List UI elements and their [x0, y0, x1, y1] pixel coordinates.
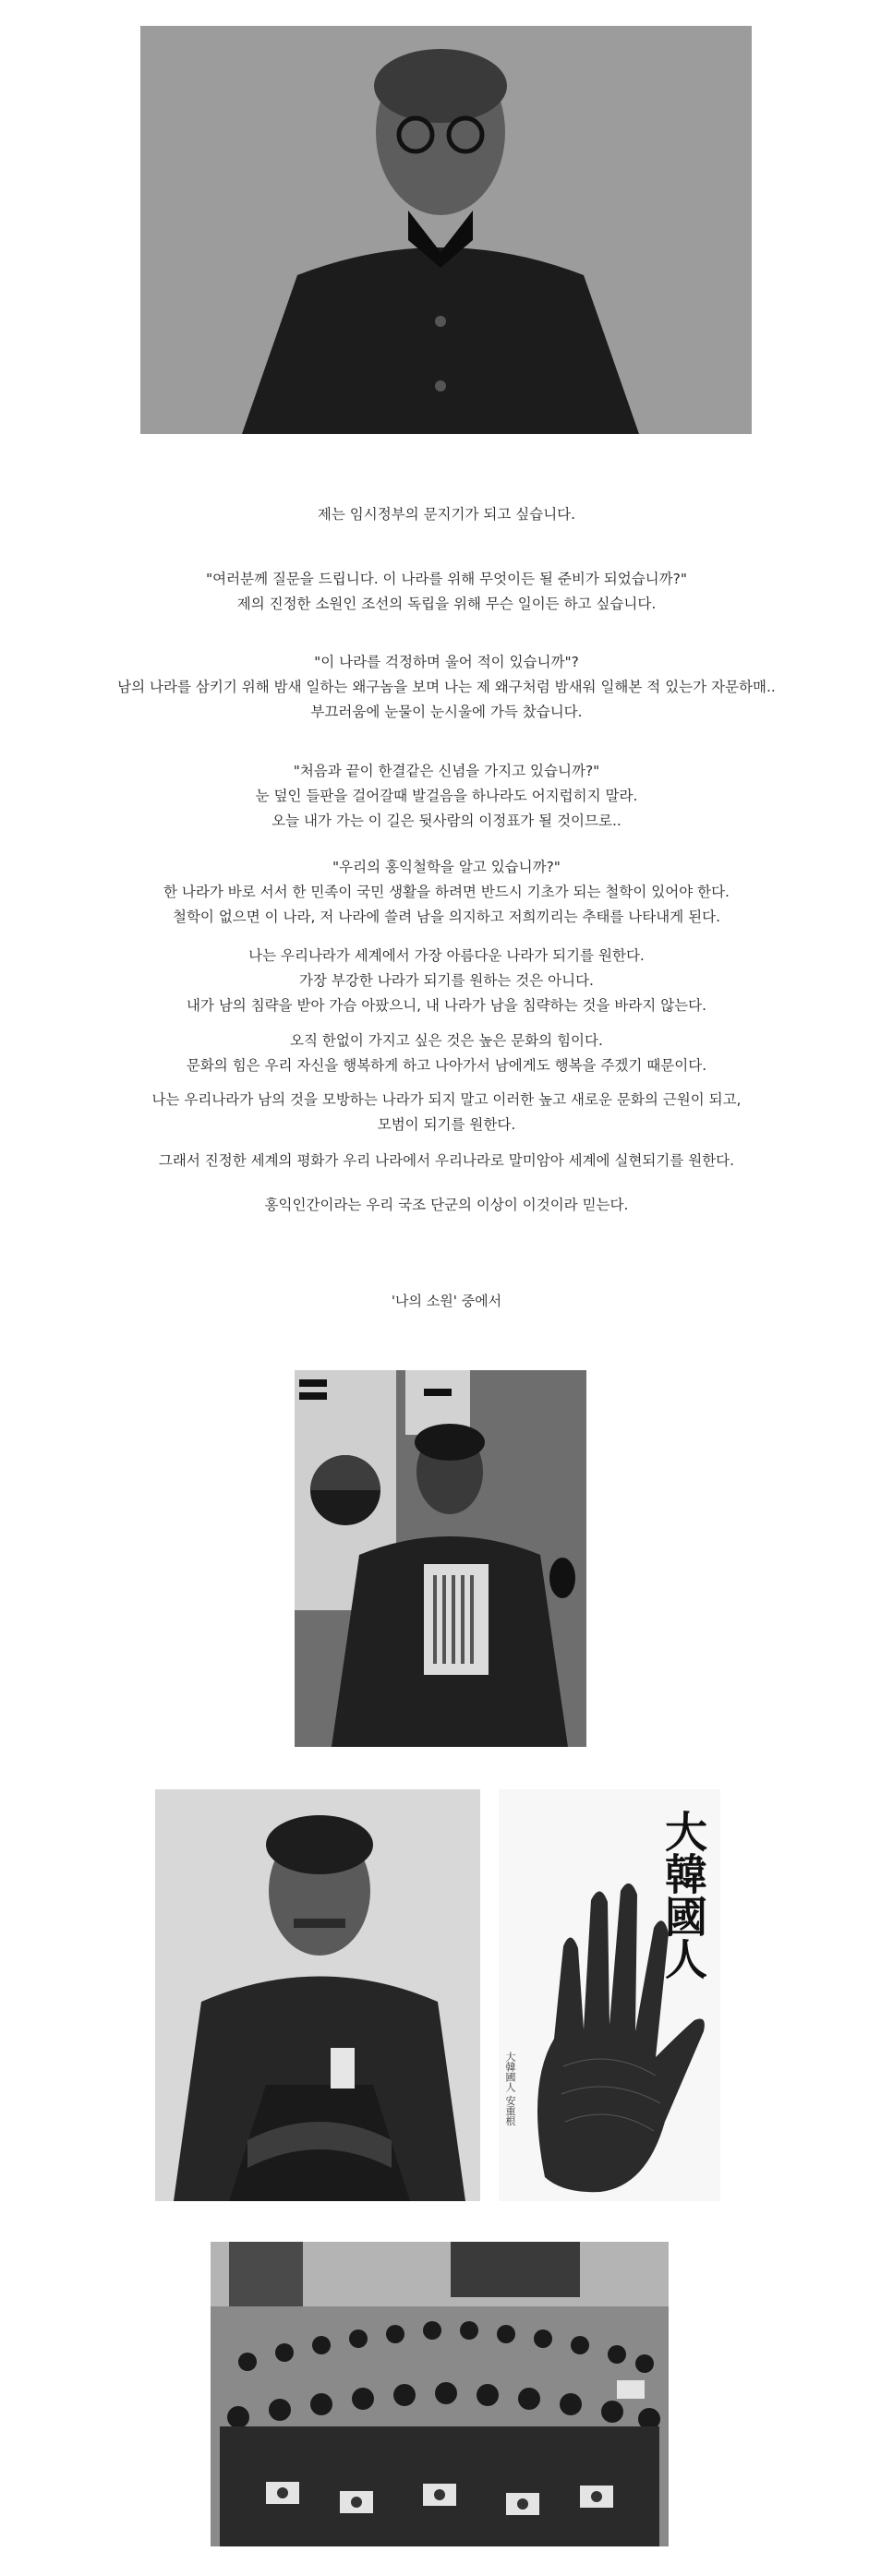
paragraph-line: 나는 우리나라가 세계에서 가장 아름다운 나라가 되기를 원한다.: [248, 947, 645, 964]
paragraph-line: 나는 우리나라가 남의 것을 모방하는 나라가 되지 말고 이러한 높고 새로운 문화의 근원이 되고,: [151, 1091, 742, 1108]
paragraph-line: "처음과 끝이 한결같은 신념을 가지고 있습니까?": [293, 763, 600, 779]
paragraph-1: [0, 502, 893, 527]
paragraph-6: [0, 944, 893, 1018]
paragraph-line: 눈 덮인 들판을 걸어갈때 발걸음을 하나라도 어지럽히지 말라.: [255, 788, 638, 804]
paragraph-8: [0, 1088, 893, 1138]
paragraph-line: "이 나라를 걱정하며 울어 적이 있습니까"?: [314, 654, 579, 670]
paragraph-line: 오직 한없이 가지고 싶은 것은 높은 문화의 힘이다.: [290, 1032, 603, 1049]
paragraph-2: [0, 567, 893, 617]
paragraph-line: 문화의 힘은 우리 자신을 행복하게 하고 나아가서 남에게도 행복을 주겠기 때문이다.: [186, 1057, 707, 1074]
paragraph-9: [0, 1149, 893, 1174]
calligraphy-signature-text: 大韓國人 安重根: [504, 2052, 516, 2126]
portrait-photo-kim-gu: [140, 26, 752, 434]
paragraph-line: 그래서 진정한 세계의 평화가 우리 나라에서 우리나라로 말미암아 세계에 실현되기를 원한다.: [158, 1152, 735, 1169]
paragraph-line: 한 나라가 바로 서서 한 민족이 국민 생활을 하려면 반드시 기초가 되는 철학이 있어야 한다.: [163, 884, 730, 900]
paragraph-3: [0, 650, 893, 725]
paragraph-line: 제는 임시정부의 문지기가 되고 싶습니다.: [317, 506, 576, 523]
paragraph-line: 제의 진정한 소원인 조선의 독립을 위해 무슨 일이든 하고 싶습니다.: [236, 596, 657, 612]
paragraph-line: 가장 부강한 나라가 되기를 원하는 것은 아니다.: [299, 972, 594, 989]
patriot-photo-with-flags: [295, 1370, 586, 1747]
paragraph-10: [0, 1193, 893, 1218]
source-caption: '나의 소원' 중에서: [391, 1293, 502, 1309]
paragraph-7: [0, 1029, 893, 1078]
paragraph-4: [0, 759, 893, 834]
paragraph-line: 내가 남의 침략을 받아 가슴 아팠으니, 내 나라가 남을 침략하는 것을 바라지 않는다.: [186, 997, 707, 1014]
paragraph-line: 홍익인간이라는 우리 국조 단군의 이상이 이것이라 믿는다.: [264, 1197, 629, 1213]
paragraph-line: 남의 나라를 삼키기 위해 밤새 일하는 왜구놈을 보며 나는 제 왜구처럼 밤새워 일해본 적 있는가 자문하매..: [117, 679, 776, 695]
paragraph-line: 오늘 내가 가는 이 길은 뒷사람의 이정표가 될 것이므로..: [272, 813, 621, 829]
paragraph-line: 철학이 없으면 이 나라, 저 나라에 쓸려 남을 의지하고 저희끼리는 추태를 나타내게 된다.: [172, 909, 721, 925]
paragraph-line: "여러분께 질문을 드립니다. 이 나라를 위해 무엇이든 될 준비가 되었습니까?": [206, 571, 687, 587]
calligraphy-main-text: 大韓國人: [658, 1810, 708, 1980]
portrait-photo-ahn-jung-geun: [155, 1789, 480, 2201]
paragraph-line: 모범이 되기를 원한다.: [377, 1116, 516, 1133]
group-photo-with-flags: [211, 2242, 669, 2546]
paragraph-line: 부끄러움에 눈물이 눈시울에 가득 찼습니다.: [310, 704, 583, 720]
paragraph-5: [0, 855, 893, 930]
paragraph-line: "우리의 홍익철학을 알고 있습니까?": [332, 859, 561, 875]
